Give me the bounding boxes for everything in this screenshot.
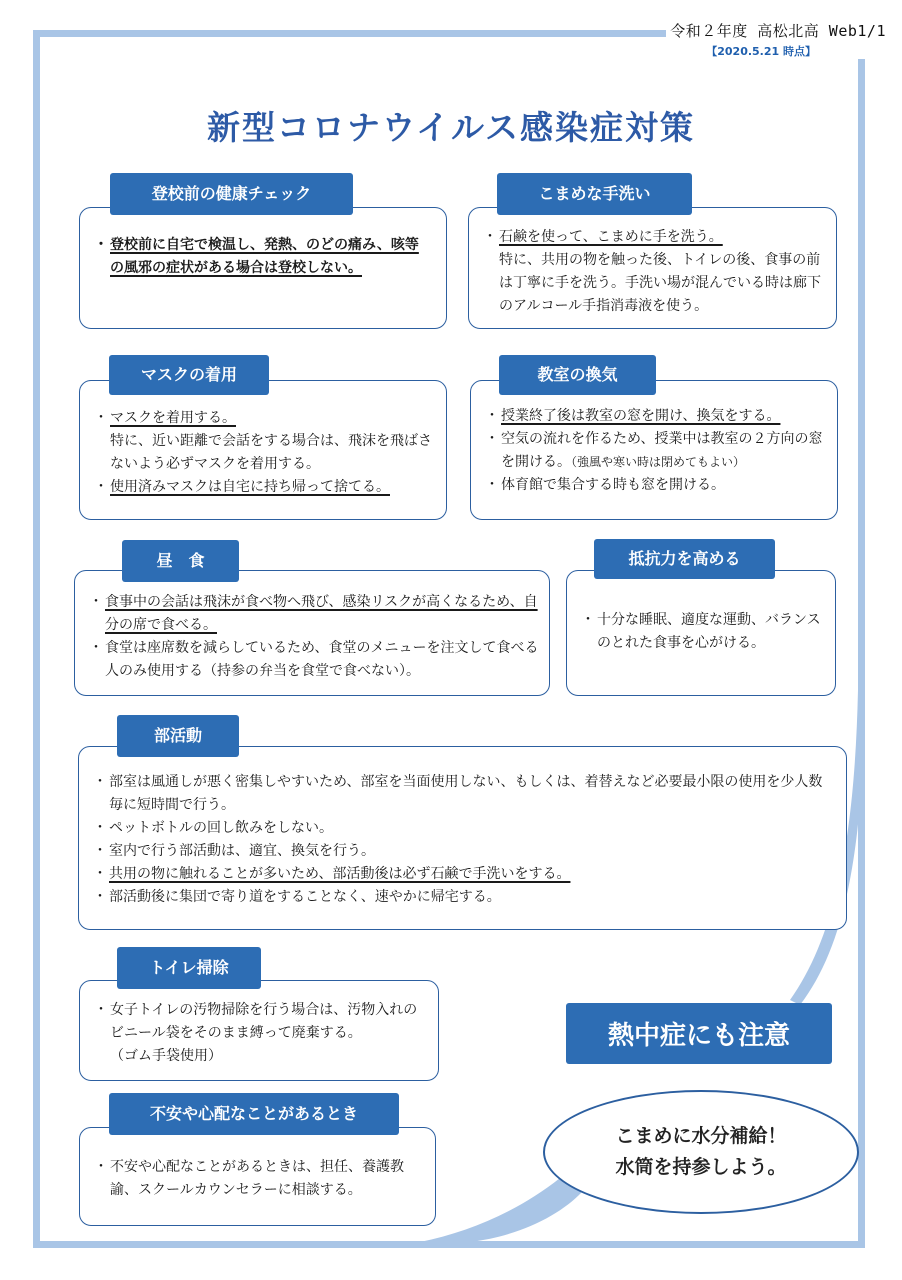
toilet-box (79, 980, 439, 1081)
toilet-item-1: ・ 女子トイレの汚物掃除を行う場合は、汚物入れのビニール袋をそのまま縛って廃棄する。 (96, 999, 426, 1045)
club-item-4: ・ 共用の物に触れることが多いため、部活動後は必ず石鹸で手洗いをする。 (95, 863, 835, 886)
resistance-item-1: ・ 十分な睡眠、適度な運動、バランスのとれた食事を心がける。 (583, 609, 823, 655)
mask-item-1: ・ マスクを着用する。 (96, 407, 436, 430)
club-label: 部活動 (118, 716, 238, 756)
lunch-item-1: ・ 食事中の会話は飛沫が食べ物へ飛び、感染リスクが高くなるため、自分の席で食べる。 (91, 591, 541, 637)
toilet-note: （ゴム手袋使用） (110, 1048, 222, 1064)
handwash-item: ・ 石鹸を使って、こまめに手を洗う。 (485, 226, 825, 249)
ventilation-item-3: ・ 体育館で集合する時も窓を開ける。 (487, 474, 827, 497)
ventilation-box (470, 380, 838, 520)
health-check-label: 登校前の健康チェック (111, 174, 352, 214)
toilet-label: トイレ掃除 (118, 948, 260, 988)
mask-note: 特に、近い距離で会話をする場合は、飛沫を飛ばさないよう必ずマスクを着用する。 (110, 433, 432, 472)
club-item-5: ・ 部活動後に集団で寄り道をすることなく、速やかに帰宅する。 (95, 886, 835, 909)
ventilation-item-2-note: （強風や寒い時は閉めてもよい） (571, 455, 746, 469)
handwash-note: 特に、共用の物を触った後、トイレの後、食事の前は丁寧に手を洗う。手洗い場が混んでいる時は廊下のアルコール手指消毒液を使う。 (499, 252, 821, 314)
resistance-box (566, 570, 836, 696)
club-item-1: ・ 部室は風通しが悪く密集しやすいため、部室を当面使用しない、もしくは、着替えなど必要最小限の使用を少人数毎に短時間で行う。 (95, 771, 835, 817)
club-box (78, 746, 847, 930)
mask-box (79, 380, 447, 520)
worry-label: 不安や心配なことがあるとき (110, 1094, 398, 1134)
school-label: 令和２年度 高松北高 Web1/1 (670, 22, 886, 40)
health-check-item: ・ 登校前に自宅で検温し、発熱、のどの痛み、咳等の風邪の症状がある場合は登校しない。 (96, 234, 431, 280)
club-item-3: ・ 室内で行う部活動は、適宜、換気を行う。 (95, 840, 835, 863)
date-label: 【2020.5.21 時点】 (706, 45, 816, 58)
lunch-item-2: ・ 食堂は座席数を減らしているため、食堂のメニューを注文して食べる人のみ使用する（持参の弁当を食堂で食べない）。 (91, 637, 541, 683)
heatstroke-banner: 熱中症にも注意 (566, 1003, 832, 1064)
ventilation-item-2: ・ 空気の流れを作るため、授業中は教室の２方向の窓を開ける。（強風や寒い時は閉めてもよい） (487, 428, 827, 474)
worry-box (79, 1127, 436, 1226)
heatstroke-bubble (543, 1090, 859, 1214)
mask-label: マスクの着用 (110, 356, 268, 394)
page-title: 新型コロナウイルス感染症対策 (206, 108, 696, 147)
heatstroke-line-2: 水筒を持参しよう。 (615, 1156, 787, 1178)
mask-item-2: ・ 使用済みマスクは自宅に持ち帰って捨てる。 (96, 476, 436, 499)
health-check-box (79, 207, 447, 329)
heatstroke-line-1: こまめに水分補給！ (615, 1125, 787, 1147)
ventilation-label: 教室の換気 (500, 356, 655, 394)
lunch-label: 昼 食 (123, 541, 238, 581)
handwash-box (468, 207, 837, 329)
handwash-label: こまめな手洗い (498, 174, 691, 214)
header-info (666, 20, 890, 59)
lunch-box (74, 570, 550, 696)
ventilation-item-1: ・ 授業終了後は教室の窓を開け、換気をする。 (487, 405, 827, 428)
worry-item-1: ・ 不安や心配なことがあるときは、担任、養護教諭、スクールカウンセラーに相談する。 (96, 1156, 426, 1202)
club-item-2: ・ ペットボトルの回し飲みをしない。 (95, 817, 835, 840)
resistance-label: 抵抗力を高める (595, 540, 774, 578)
